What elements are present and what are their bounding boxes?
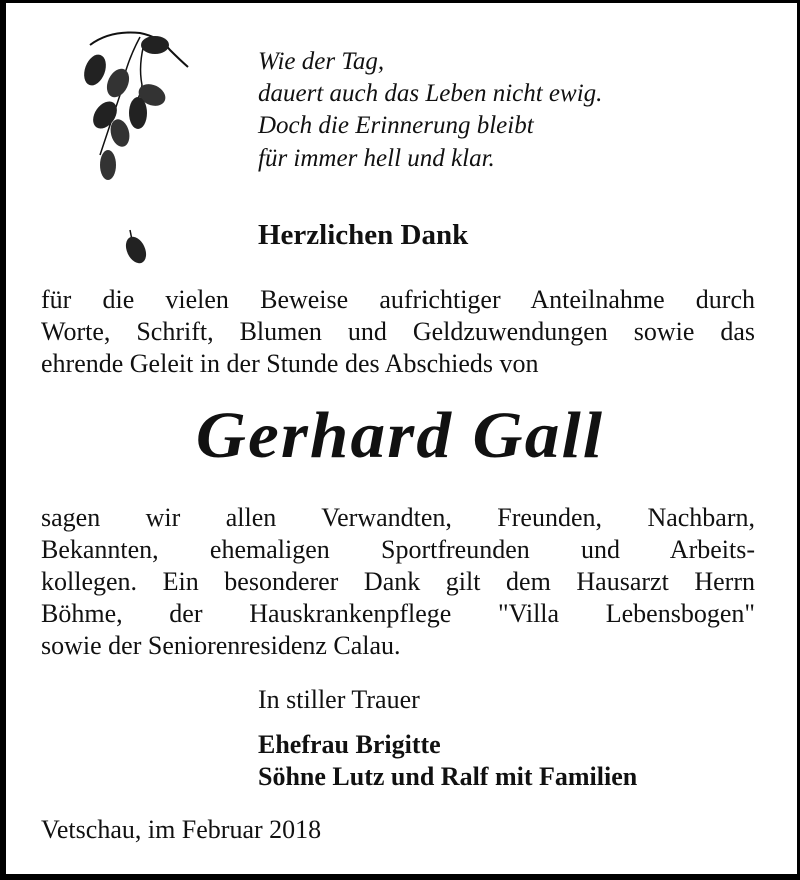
paragraph2-line: Bekannten, ehemaligen Sportfreunden und Arbeits- [41,535,755,564]
paragraph2-line: Böhme, der Hauskrankenpflege "Villa Lebensbogen" [41,599,755,628]
mourner: Söhne Lutz und Ralf mit Familien [258,762,638,791]
mourner: Ehefrau Brigitte [258,730,441,759]
poem-line: dauert auch das Leben nicht ewig. [258,80,603,107]
poem-line: Doch die Erinnerung bleibt [258,112,534,139]
paragraph1-line: Worte, Schrift, Blumen und Geldzuwendungen sowie das [41,317,755,346]
place-date: Vetschau, im Februar 2018 [41,815,322,844]
poem-line: Wie der Tag, [258,48,385,75]
paragraph1-line: für die vielen Beweise aufrichtiger Anteilnahme durch [41,285,755,314]
paragraph2-line: sowie der Seniorenresidenz Calau. [41,631,401,660]
paragraph2-line: kollegen. Ein besonderer Dank gilt dem Hausarzt Herrn [41,567,755,596]
heading: Herzlichen Dank [258,219,469,251]
deceased-name: Gerhard Gall [195,399,605,472]
paragraph1-line: ehrende Geleit in der Stunde des Abschieds von [41,349,539,378]
leaves-branch-icon [70,25,200,270]
closing: In stiller Trauer [258,685,420,714]
poem-line: für immer hell und klar. [258,145,495,172]
paragraph2-line: sagen wir allen Verwandten, Freunden, Nachbarn, [41,503,755,532]
